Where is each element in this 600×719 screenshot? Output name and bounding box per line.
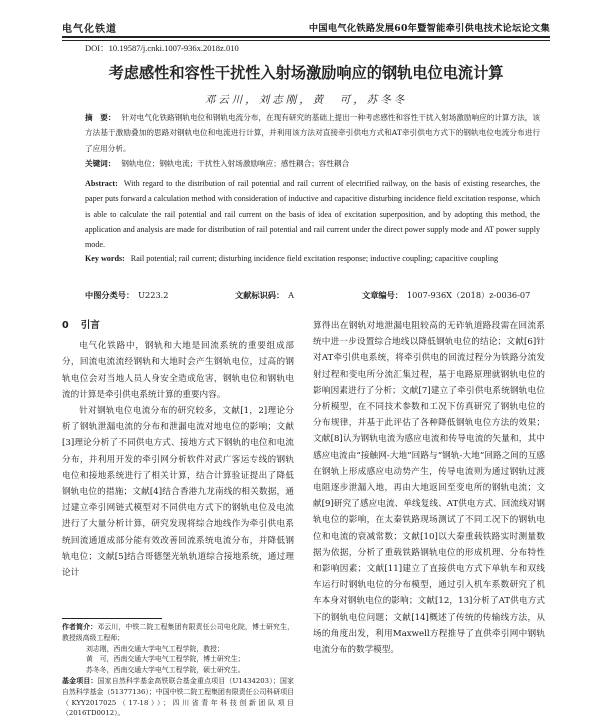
paragraph: 电气化铁路中，钢轨和大地是回流系统的重要组成部分，回流电流流经钢轨和大地时会产生钢轨电位，过高的钢轨电位会对当地人员人身安全造成危害，钢轨电位和钢轨电流的计算是牵引供电系统计算的重要内容。 [62, 341, 294, 400]
author-bio-line [62, 622, 294, 644]
keywords-zh-label: 关键词： [85, 159, 116, 168]
section-heading [62, 318, 294, 334]
author-bio-line: 刘志刚，西南交通大学电气工程学院，教授； [86, 644, 224, 653]
author-bio-text: 邓云川，中铁二院工程集团有限责任公司电化院，博士研究生，教授级高级工程师； [62, 623, 295, 642]
keywords-en-label: Key words: [85, 254, 125, 263]
paragraph: 针对钢轨电位电流分布的研究较多，文献[1，2]理论分析了钢轨泄漏电流的分布和泄漏电流对地电位的影响；文献[3]理论分析了不同供电方式、接地方式下钢轨的电位和电流分布，并利用开发的牵引网分析软件对武广客运专线的钢轨电位和接地系统进行了相关计算，结合计算验证提出了降低钢轨电位的措施；文献[4]结合香港九龙南线的相关数据，通过建立牵引网链式模型对不同供电方式下的钢轨电位及电流进行了大量分析计算，研究发现将综合地线作为牵引供电系统回流通道成部分能有效改善回流系统电流分布，并降低钢轨电位；文献[5]结合哥德堡光轨轨道综合接地系统，通过理论计 [62, 406, 294, 579]
running-header [62, 20, 550, 36]
article-number [362, 290, 530, 301]
keywords-zh [85, 156, 540, 171]
issue-series: 中国电气化铁路发展60年暨智能牵引供电技术论坛论文集 [308, 23, 550, 34]
article-title: 考虑感性和容性干扰性入射场激励响应的钢轨电位电流计算 [108, 64, 504, 82]
doc-code-value: A [288, 290, 295, 300]
doc-code-label: 文献标识码： [235, 290, 285, 300]
header-rule-thin [62, 40, 550, 41]
abstract-zh-text: 针对电气化铁路钢轨电位和钢轨电流分布，在现有研究的基础上提出一种考虑感性和容性干扰入射场激励响应的计算方法，该方法基于激励叠加的思路对钢轨电位和电流进行计算，并利用该方法对直接牵引供电方式和AT牵引供电方式下的钢轨电位电流分布进行了应用分析。 [85, 113, 541, 153]
keywords-en [85, 251, 540, 266]
body-column-right [313, 318, 545, 658]
document-code [235, 290, 294, 301]
clc-value: U223.2 [138, 290, 169, 300]
article-no-label: 文章编号： [362, 290, 403, 300]
abstract-zh [85, 110, 540, 156]
abstract-zh-label: 摘 要： [85, 113, 116, 122]
author-bio-line: 黄 可，西南交通大学电气工程学院，博士研究生； [86, 655, 245, 664]
paragraph: 算得出在钢轨对地泄漏电阻较高的无砟轨道路段需在回流系统中进一步设置综合地线以降低钢轨电位的结论；文献[6]针对AT牵引供电系统，将牵引供电的回流过程分为铁路分流发射过程和变电所分流汇集过程，基于电路原理就钢轨电位的影响因素进行了分析；文献[7]建立了牵引供电系统钢轨电位分析模型，在不同技术参数和工况下仿真研究了钢轨电位的分布规律，并基于此评估了各种降低钢轨电位方法的效果；文献[8]认为钢轨电流为感应电流和传导电流的矢量和，其中感应电流由“接触网-大地”回路与“钢轨-大地”回路之间的互感在钢轨上形成感应电动势产生，传导电流则为通过钢轨过渡电阻逐步泄漏入地，再由大地返回至变电所的钢轨电流；文献[9]研究了感应电流、单线复线、AT供电方式、回流线对钢轨电位的影响，在太秦铁路现场测试了不同工况下的钢轨电位和电流的衰减常数；文献[10]以大秦重载铁路实时测量数据为依据，分析了重载铁路钢轨电位的形成机理、分布特性和影响因素；文献[11]建立了直接供电方式下单轨车和双线车运行时钢轨电位的分布模型，通过引入机车系数研究了机车本身对钢轨电位的影响；文献[12，13]分析了AT供电方式下的钢轨电位问题；文献[14]概述了传统的传输线方法，从场的角度出发，利用Maxwell方程推导了直供牵引网中钢轨电流分布的数学模型。 [313, 321, 545, 656]
footnote-rule [62, 618, 162, 619]
clc-label: 中图分类号： [85, 290, 135, 300]
body-column-left [62, 318, 294, 581]
abstract-en [85, 176, 540, 252]
author-bio-label: 作者简介： [62, 623, 98, 631]
article-no-value: 1007-936X（2018）z-0036-07 [406, 290, 531, 300]
fund-text: 国家自然科学基金高铁联合基金重点项目（U1434203）；国家自然科学基金（51377136）；中国中铁二院工程集团有限责任公司科研项目（KYY2017025（17-18））；四川省青年科技创新团队项目（2016TD0012）。 [62, 676, 295, 718]
section-title: 引言 [80, 320, 100, 331]
section-number: 0 [62, 320, 69, 331]
fund-line [62, 676, 294, 719]
keywords-en-text: Rail potential; rail current; disturbing incidence field excitation response; inductive coupling; capacitive coupling [130, 254, 499, 263]
abstract-en-label: Abstract: [85, 179, 118, 188]
author-bio-line: 苏冬冬，西南交通大学电气工程学院，硕士研究生。 [86, 666, 245, 675]
clc-number [85, 290, 168, 301]
fund-label: 基金项目： [62, 676, 98, 685]
author-list: 邓云川，刘志刚，黄 可，苏冬冬 [204, 94, 408, 106]
header-rule-thick [62, 36, 550, 38]
abstract-en-text: With regard to the distribution of rail potential and rail current of electrified railway, on the basis of existing researches, the paper puts forward a calculation method with consideration of inductive and capacitive disturbing incidence field excitation response, which is able to calculate the rail potential and rail current on the basis of idea of excitation superposition, and by adopting this method, the application and analysis are made for distribution of rail potential and rail current under the direct power supply mode and AT power supply mode. [85, 179, 540, 250]
keywords-zh-text: 钢轨电位；钢轨电流；干扰性入射场激励响应；感性耦合；容性耦合 [121, 159, 350, 168]
footnote [62, 622, 294, 719]
journal-name: 电气化铁道 [62, 24, 117, 35]
doi: DOI：10.19587/j.cnki.1007-936x.2018z.010 [85, 43, 239, 53]
